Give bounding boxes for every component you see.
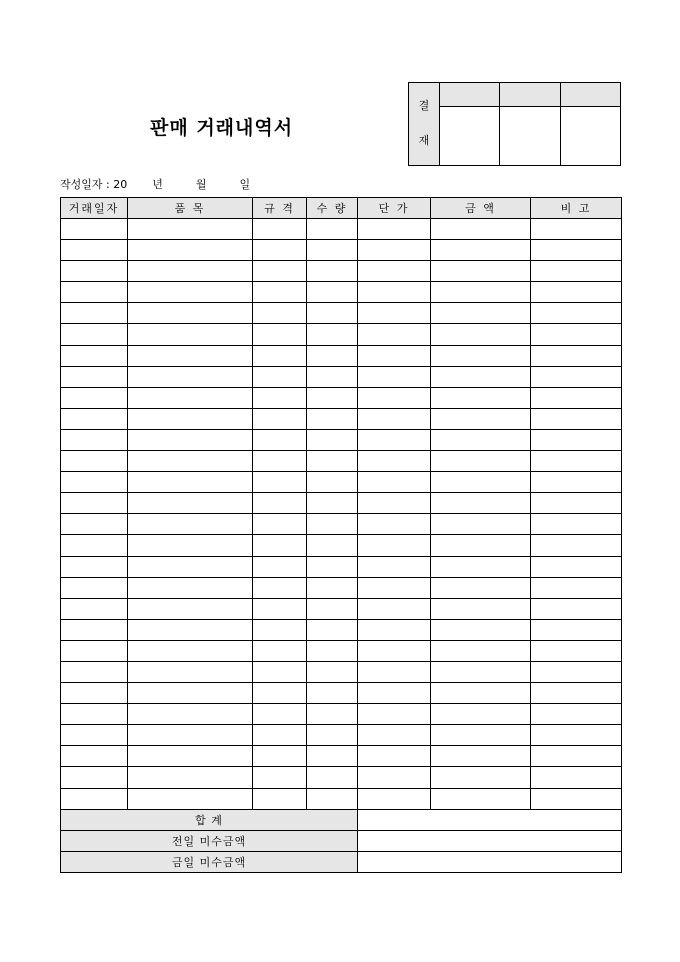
table-row <box>61 661 622 682</box>
table-row <box>61 788 622 809</box>
table-cell[interactable] <box>431 324 531 345</box>
table-cell[interactable] <box>531 535 622 556</box>
approval-header-cell <box>500 83 561 107</box>
table-cell[interactable] <box>128 324 253 345</box>
table-cell[interactable] <box>307 704 358 725</box>
table-cell[interactable] <box>128 767 253 788</box>
table-cell[interactable] <box>358 725 431 746</box>
document-title: 판매 거래내역서 <box>150 117 294 139</box>
summary-label-previous-balance: 전일 미수금액 <box>61 830 358 851</box>
table-body <box>61 219 622 810</box>
table-cell[interactable] <box>253 282 307 303</box>
table-cell[interactable] <box>253 725 307 746</box>
col-header-spec: 규 격 <box>253 198 307 219</box>
summary-row-total <box>61 809 622 830</box>
table-cell[interactable] <box>358 514 431 535</box>
table-row <box>61 725 622 746</box>
table-cell[interactable] <box>531 429 622 450</box>
table-cell[interactable] <box>253 240 307 261</box>
table-row <box>61 261 622 282</box>
table-cell[interactable] <box>531 472 622 493</box>
table-cell[interactable] <box>61 640 128 661</box>
table-cell[interactable] <box>253 746 307 767</box>
table-cell[interactable] <box>307 282 358 303</box>
table-cell[interactable] <box>253 683 307 704</box>
table-cell[interactable] <box>431 619 531 640</box>
table-cell[interactable] <box>531 598 622 619</box>
table-cell[interactable] <box>61 240 128 261</box>
table-cell[interactable] <box>307 324 358 345</box>
table-cell[interactable] <box>307 366 358 387</box>
table-cell[interactable] <box>431 683 531 704</box>
table-cell[interactable] <box>128 219 253 240</box>
table-cell[interactable] <box>358 577 431 598</box>
table-cell[interactable] <box>307 725 358 746</box>
table-cell[interactable] <box>358 366 431 387</box>
approval-signature-cell[interactable] <box>561 107 621 166</box>
table-cell[interactable] <box>531 788 622 809</box>
table-cell[interactable] <box>531 345 622 366</box>
table-cell[interactable] <box>61 366 128 387</box>
date-month-label: 월 <box>195 178 207 191</box>
table-cell[interactable] <box>431 261 531 282</box>
table-cell[interactable] <box>253 577 307 598</box>
table-cell[interactable] <box>307 493 358 514</box>
approval-label-top: 결 <box>418 99 430 113</box>
table-cell[interactable] <box>253 767 307 788</box>
table-cell[interactable] <box>307 261 358 282</box>
table-cell[interactable] <box>128 493 253 514</box>
table-cell[interactable] <box>307 240 358 261</box>
table-cell[interactable] <box>358 261 431 282</box>
table-cell[interactable] <box>431 598 531 619</box>
table-cell[interactable] <box>531 493 622 514</box>
table-cell[interactable] <box>253 493 307 514</box>
transaction-table <box>60 197 622 873</box>
col-header-unit-price: 단 가 <box>358 198 431 219</box>
col-header-item: 품 목 <box>128 198 253 219</box>
table-cell[interactable] <box>358 472 431 493</box>
table-cell[interactable] <box>307 535 358 556</box>
table-cell[interactable] <box>431 493 531 514</box>
table-cell[interactable] <box>307 451 358 472</box>
table-cell[interactable] <box>253 387 307 408</box>
table-row <box>61 282 622 303</box>
table-cell[interactable] <box>128 303 253 324</box>
table-cell[interactable] <box>307 619 358 640</box>
table-cell[interactable] <box>358 640 431 661</box>
table-cell[interactable] <box>128 408 253 429</box>
table-cell[interactable] <box>253 261 307 282</box>
table-cell[interactable] <box>128 619 253 640</box>
table-row <box>61 366 622 387</box>
table-cell[interactable] <box>307 577 358 598</box>
table-cell[interactable] <box>431 219 531 240</box>
table-cell[interactable] <box>61 493 128 514</box>
table-cell[interactable] <box>531 451 622 472</box>
table-cell[interactable] <box>531 661 622 682</box>
table-cell[interactable] <box>253 661 307 682</box>
table-cell[interactable] <box>61 408 128 429</box>
table-cell[interactable] <box>358 535 431 556</box>
table-cell[interactable] <box>358 303 431 324</box>
table-cell[interactable] <box>358 556 431 577</box>
table-cell[interactable] <box>307 472 358 493</box>
table-cell[interactable] <box>128 788 253 809</box>
table-cell[interactable] <box>531 240 622 261</box>
table-cell[interactable] <box>253 514 307 535</box>
table-cell[interactable] <box>358 240 431 261</box>
table-cell[interactable] <box>531 746 622 767</box>
summary-value-previous-balance[interactable] <box>358 830 622 851</box>
date-year-label: 년 <box>152 178 163 191</box>
table-cell[interactable] <box>358 598 431 619</box>
table-cell[interactable] <box>61 598 128 619</box>
table-cell[interactable] <box>358 493 431 514</box>
table-cell[interactable] <box>253 429 307 450</box>
table-cell[interactable] <box>531 219 622 240</box>
table-cell[interactable] <box>307 303 358 324</box>
table-cell[interactable] <box>61 704 128 725</box>
table-cell[interactable] <box>61 387 128 408</box>
table-cell[interactable] <box>128 704 253 725</box>
table-cell[interactable] <box>307 345 358 366</box>
table-cell[interactable] <box>253 619 307 640</box>
table-cell[interactable] <box>358 704 431 725</box>
table-cell[interactable] <box>358 661 431 682</box>
approval-signature-cell[interactable] <box>500 107 561 166</box>
date-day-label: 일 <box>239 178 251 191</box>
table-cell[interactable] <box>307 556 358 577</box>
table-cell[interactable] <box>431 725 531 746</box>
table-cell[interactable] <box>61 577 128 598</box>
approval-header-cell <box>440 83 500 107</box>
table-cell[interactable] <box>61 683 128 704</box>
table-cell[interactable] <box>307 408 358 429</box>
table-cell[interactable] <box>358 619 431 640</box>
table-cell[interactable] <box>358 387 431 408</box>
table-cell[interactable] <box>128 556 253 577</box>
table-cell[interactable] <box>431 640 531 661</box>
table-row <box>61 704 622 725</box>
table-cell[interactable] <box>358 408 431 429</box>
table-cell[interactable] <box>253 324 307 345</box>
table-cell[interactable] <box>307 387 358 408</box>
table-cell[interactable] <box>253 219 307 240</box>
table-cell[interactable] <box>531 408 622 429</box>
table-row <box>61 535 622 556</box>
table-cell[interactable] <box>531 556 622 577</box>
col-header-date: 거래일자 <box>61 198 128 219</box>
table-cell[interactable] <box>431 661 531 682</box>
table-cell[interactable] <box>61 345 128 366</box>
summary-row-previous-balance <box>61 830 622 851</box>
table-cell[interactable] <box>253 598 307 619</box>
table-cell[interactable] <box>61 788 128 809</box>
table-cell[interactable] <box>253 704 307 725</box>
col-header-quantity: 수 량 <box>307 198 358 219</box>
table-cell[interactable] <box>128 387 253 408</box>
table-row <box>61 767 622 788</box>
table-cell[interactable] <box>61 451 128 472</box>
table-cell[interactable] <box>307 661 358 682</box>
table-cell[interactable] <box>61 661 128 682</box>
table-cell[interactable] <box>431 472 531 493</box>
table-row <box>61 683 622 704</box>
table-cell[interactable] <box>358 683 431 704</box>
col-header-remarks: 비 고 <box>531 198 622 219</box>
table-cell[interactable] <box>531 514 622 535</box>
table-cell[interactable] <box>253 303 307 324</box>
table-row <box>61 240 622 261</box>
table-cell[interactable] <box>431 704 531 725</box>
table-cell[interactable] <box>61 429 128 450</box>
table-cell[interactable] <box>253 472 307 493</box>
table-cell[interactable] <box>61 725 128 746</box>
summary-value-total[interactable] <box>358 809 622 830</box>
table-cell[interactable] <box>128 451 253 472</box>
table-cell[interactable] <box>531 577 622 598</box>
table-row <box>61 324 622 345</box>
table-cell[interactable] <box>358 451 431 472</box>
approval-label-bottom: 재 <box>418 134 430 147</box>
table-cell[interactable] <box>358 282 431 303</box>
table-row <box>61 345 622 366</box>
table-cell[interactable] <box>431 535 531 556</box>
table-cell[interactable] <box>128 661 253 682</box>
table-cell[interactable] <box>307 683 358 704</box>
table-cell[interactable] <box>61 767 128 788</box>
table-cell[interactable] <box>253 451 307 472</box>
table-row <box>61 640 622 661</box>
table-cell[interactable] <box>128 598 253 619</box>
table-cell[interactable] <box>128 366 253 387</box>
table-row <box>61 451 622 472</box>
table-cell[interactable] <box>128 746 253 767</box>
table-cell[interactable] <box>531 303 622 324</box>
table-row <box>61 619 622 640</box>
table-cell[interactable] <box>61 556 128 577</box>
table-header-row <box>61 198 622 219</box>
table-cell[interactable] <box>61 535 128 556</box>
table-cell[interactable] <box>431 746 531 767</box>
table-cell[interactable] <box>431 366 531 387</box>
table-cell[interactable] <box>128 535 253 556</box>
table-cell[interactable] <box>61 619 128 640</box>
table-cell[interactable] <box>431 788 531 809</box>
table-cell[interactable] <box>531 324 622 345</box>
table-cell[interactable] <box>61 324 128 345</box>
date-label: 작성일자 : 20 <box>60 178 128 191</box>
date-line <box>60 176 250 192</box>
table-cell[interactable] <box>61 219 128 240</box>
table-cell[interactable] <box>61 282 128 303</box>
col-header-amount: 금 액 <box>431 198 531 219</box>
table-row <box>61 387 622 408</box>
table-cell[interactable] <box>431 514 531 535</box>
table-cell[interactable] <box>253 366 307 387</box>
summary-label-today-balance: 금일 미수금액 <box>61 851 358 872</box>
table-cell[interactable] <box>531 619 622 640</box>
table-cell[interactable] <box>307 598 358 619</box>
table-cell[interactable] <box>531 282 622 303</box>
table-cell[interactable] <box>61 303 128 324</box>
table-row <box>61 598 622 619</box>
table-cell[interactable] <box>253 788 307 809</box>
table-cell[interactable] <box>431 303 531 324</box>
table-row <box>61 577 622 598</box>
table-cell[interactable] <box>307 788 358 809</box>
table-cell[interactable] <box>531 366 622 387</box>
summary-value-today-balance[interactable] <box>358 851 622 872</box>
table-cell[interactable] <box>128 282 253 303</box>
table-cell[interactable] <box>431 429 531 450</box>
table-cell[interactable] <box>358 746 431 767</box>
table-cell[interactable] <box>128 683 253 704</box>
table-cell[interactable] <box>531 683 622 704</box>
table-cell[interactable] <box>307 767 358 788</box>
table-cell[interactable] <box>531 767 622 788</box>
table-cell[interactable] <box>358 788 431 809</box>
table-row <box>61 746 622 767</box>
table-cell[interactable] <box>307 429 358 450</box>
table-cell[interactable] <box>307 219 358 240</box>
table-cell[interactable] <box>358 767 431 788</box>
approval-signature-cell[interactable] <box>440 107 500 166</box>
table-row <box>61 219 622 240</box>
table-cell[interactable] <box>128 577 253 598</box>
table-cell[interactable] <box>128 640 253 661</box>
table-cell[interactable] <box>253 345 307 366</box>
table-cell[interactable] <box>253 640 307 661</box>
table-cell[interactable] <box>61 514 128 535</box>
table-cell[interactable] <box>128 240 253 261</box>
approval-label <box>409 83 440 166</box>
summary-label-total: 합 계 <box>61 809 358 830</box>
table-cell[interactable] <box>307 514 358 535</box>
table-row <box>61 408 622 429</box>
table-cell[interactable] <box>531 640 622 661</box>
approval-box <box>408 82 621 166</box>
table-cell[interactable] <box>61 746 128 767</box>
table-cell[interactable] <box>61 472 128 493</box>
table-cell[interactable] <box>358 219 431 240</box>
table-cell[interactable] <box>61 261 128 282</box>
approval-header-cell <box>561 83 621 107</box>
table-cell[interactable] <box>431 387 531 408</box>
table-cell[interactable] <box>431 240 531 261</box>
table-cell[interactable] <box>431 767 531 788</box>
table-cell[interactable] <box>431 577 531 598</box>
table-cell[interactable] <box>531 704 622 725</box>
table-cell[interactable] <box>358 345 431 366</box>
summary-row-today-balance <box>61 851 622 872</box>
table-row <box>61 493 622 514</box>
table-cell[interactable] <box>128 345 253 366</box>
table-cell[interactable] <box>431 451 531 472</box>
table-cell[interactable] <box>358 324 431 345</box>
table-cell[interactable] <box>253 556 307 577</box>
table-cell[interactable] <box>128 725 253 746</box>
table-cell[interactable] <box>358 429 431 450</box>
table-cell[interactable] <box>307 640 358 661</box>
table-cell[interactable] <box>531 261 622 282</box>
table-cell[interactable] <box>307 746 358 767</box>
table-cell[interactable] <box>431 556 531 577</box>
table-cell[interactable] <box>128 472 253 493</box>
table-cell[interactable] <box>128 261 253 282</box>
table-cell[interactable] <box>128 514 253 535</box>
table-cell[interactable] <box>531 387 622 408</box>
table-row <box>61 556 622 577</box>
table-cell[interactable] <box>431 345 531 366</box>
table-row <box>61 514 622 535</box>
table-row <box>61 472 622 493</box>
table-cell[interactable] <box>431 282 531 303</box>
table-row <box>61 303 622 324</box>
table-cell[interactable] <box>128 429 253 450</box>
table-cell[interactable] <box>253 408 307 429</box>
table-cell[interactable] <box>431 408 531 429</box>
table-cell[interactable] <box>253 535 307 556</box>
table-row <box>61 429 622 450</box>
table-cell[interactable] <box>531 725 622 746</box>
